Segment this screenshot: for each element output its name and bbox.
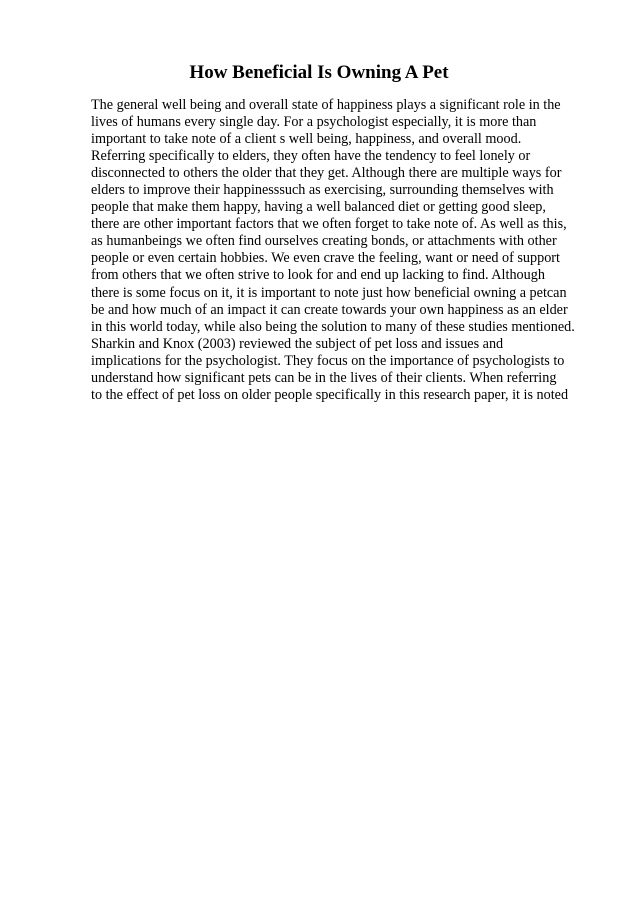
text-line: important to take note of a client s well being, happiness, and overall mood. (91, 131, 522, 148)
text-line: Sharkin and Knox (2003) reviewed the subject of pet loss and issues and (91, 335, 504, 352)
text-line: disconnected to others the older that they get. Although there are multiple ways for (91, 165, 562, 182)
text-line: The general well being and overall state of happiness plays a significant role in the (91, 97, 561, 113)
document-title: How Beneficial Is Owning A Pet (189, 62, 449, 83)
text-line: people that make them happy, having a well balanced diet or getting good sleep, (91, 199, 546, 216)
text-line: lives of humans every single day. For a psychologist especially, it is more than (91, 114, 537, 131)
text-line: from others that we often strive to look for and end up lacking to find. Although (91, 267, 545, 284)
text-line: elders to improve their happinesssuch as exercising, surrounding themselves with (91, 182, 554, 199)
text-line: in this world today, while also being the solution to many of these studies mentioned. (91, 318, 575, 335)
text-line: Referring specifically to elders, they often have the tendency to feel lonely or (91, 148, 531, 165)
text-line: implications for the psychologist. They focus on the importance of psychologists to (91, 352, 565, 369)
body-paragraph (91, 97, 611, 404)
text-line: understand how significant pets can be in the lives of their clients. When referring (91, 369, 557, 386)
text-line: be and how much of an impact it can create towards your own happiness as an elder (91, 301, 568, 318)
text-line: as humanbeings we often find ourselves creating bonds, or attachments with other (91, 233, 557, 250)
text-line: there is some focus on it, it is important to note just how beneficial owning a petcan (91, 284, 567, 301)
text-line: to the effect of pet loss on older people specifically in this research paper, it is noted (91, 386, 569, 403)
text-line: there are other important factors that we often forget to take note of. As well as this, (91, 216, 567, 233)
text-line: people or even certain hobbies. We even crave the feeling, want or need of support (91, 250, 560, 267)
